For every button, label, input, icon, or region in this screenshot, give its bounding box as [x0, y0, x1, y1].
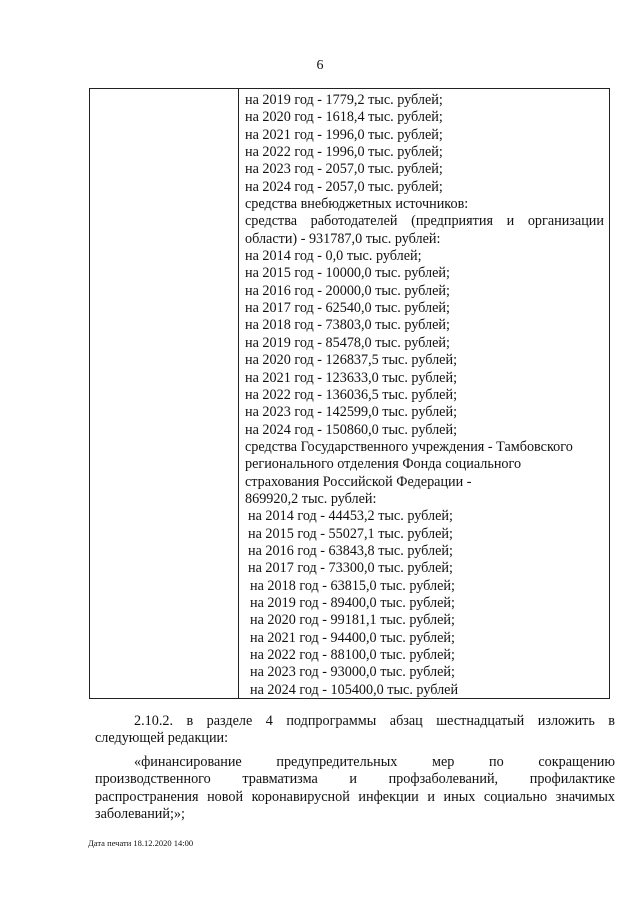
table-line: на 2024 год - 150860,0 тыс. рублей;	[245, 421, 458, 438]
table-line: на 2017 год - 73300,0 тыс. рублей;	[248, 560, 453, 577]
table-line: на 2024 год - 2057,0 тыс. рублей;	[245, 178, 443, 195]
quoted-line-3: распространения новой коронавирусной инфекции и иных социально значимых	[95, 788, 615, 805]
amendment-line-1: 2.10.2. в разделе 4 подпрограммы абзац шестнадцатый изложить в	[134, 713, 615, 729]
table-line: на 2019 год - 85478,0 тыс. рублей;	[245, 334, 450, 351]
quoted-line-4: заболеваний;»;	[95, 806, 185, 823]
table-line: на 2017 год - 62540,0 тыс. рублей;	[245, 300, 450, 317]
table-line: на 2015 год - 10000,0 тыс. рублей;	[245, 265, 450, 282]
table-line: на 2019 год - 1779,2 тыс. рублей;	[245, 92, 443, 108]
table-line: на 2022 год - 1996,0 тыс. рублей;	[245, 144, 443, 161]
table-line: на 2015 год - 55027,1 тыс. рублей;	[248, 525, 453, 542]
table-line: на 2021 год - 1996,0 тыс. рублей;	[245, 126, 443, 143]
table-line: страхования Российской Федерации -	[245, 473, 472, 490]
table-line: на 2022 год - 88100,0 тыс. рублей;	[250, 647, 455, 663]
table-line: на 2016 год - 63843,8 тыс. рублей;	[248, 542, 453, 559]
table-line: на 2018 год - 73803,0 тыс. рублей;	[245, 317, 450, 334]
quoted-paragraph	[95, 754, 615, 824]
table-line: области) - 931787,0 тыс. рублей:	[245, 230, 441, 247]
quoted-line-1: «финансирование предупредительных мер по сокращению	[134, 754, 615, 770]
table-line: на 2016 год - 20000,0 тыс. рублей;	[245, 282, 450, 299]
table-line: на 2023 год - 93000,0 тыс. рублей;	[250, 664, 455, 681]
quoted-line-2: производственного травматизма и профзаболеваний, профилактике	[95, 771, 615, 788]
financing-table	[89, 88, 610, 699]
table-line: средства внебюджетных источников:	[245, 196, 469, 213]
table-line: на 2023 год - 142599,0 тыс. рублей;	[245, 404, 458, 421]
table-line: на 2022 год - 136036,5 тыс. рублей;	[245, 386, 458, 403]
page-number: 6	[316, 58, 324, 73]
table-line: на 2019 год - 89400,0 тыс. рублей;	[250, 594, 455, 611]
table-line: на 2014 год - 0,0 тыс. рублей;	[245, 248, 422, 265]
table-line: на 2021 год - 94400,0 тыс. рублей;	[250, 629, 455, 646]
table-line: средства Государственного учреждения - Тамбовского	[245, 438, 573, 455]
column-divider	[238, 89, 239, 698]
financing-details-cell	[245, 92, 604, 699]
table-line: на 2020 год - 126837,5 тыс. рублей;	[245, 352, 458, 369]
table-line: на 2020 год - 99181,1 тыс. рублей;	[250, 612, 455, 629]
table-line: на 2021 год - 123633,0 тыс. рублей;	[245, 369, 458, 386]
table-line: на 2024 год - 105400,0 тыс. рублей	[250, 681, 459, 698]
table-line: на 2023 год - 2057,0 тыс. рублей;	[245, 161, 443, 178]
table-line: на 2014 год - 44453,2 тыс. рублей;	[248, 508, 453, 525]
amendment-paragraph	[95, 713, 615, 748]
print-date: Дата печати 18.12.2020 14:00	[88, 838, 194, 848]
table-line: на 2020 год - 1618,4 тыс. рублей;	[245, 109, 443, 126]
table-line: на 2018 год - 63815,0 тыс. рублей;	[250, 577, 455, 594]
amendment-line-2: следующей редакции:	[95, 730, 229, 747]
table-line: средства работодателей (предприятия и организации	[245, 213, 604, 230]
table-line: регионального отделения Фонда социального	[245, 456, 522, 473]
table-line: 869920,2 тыс. рублей:	[245, 490, 377, 507]
